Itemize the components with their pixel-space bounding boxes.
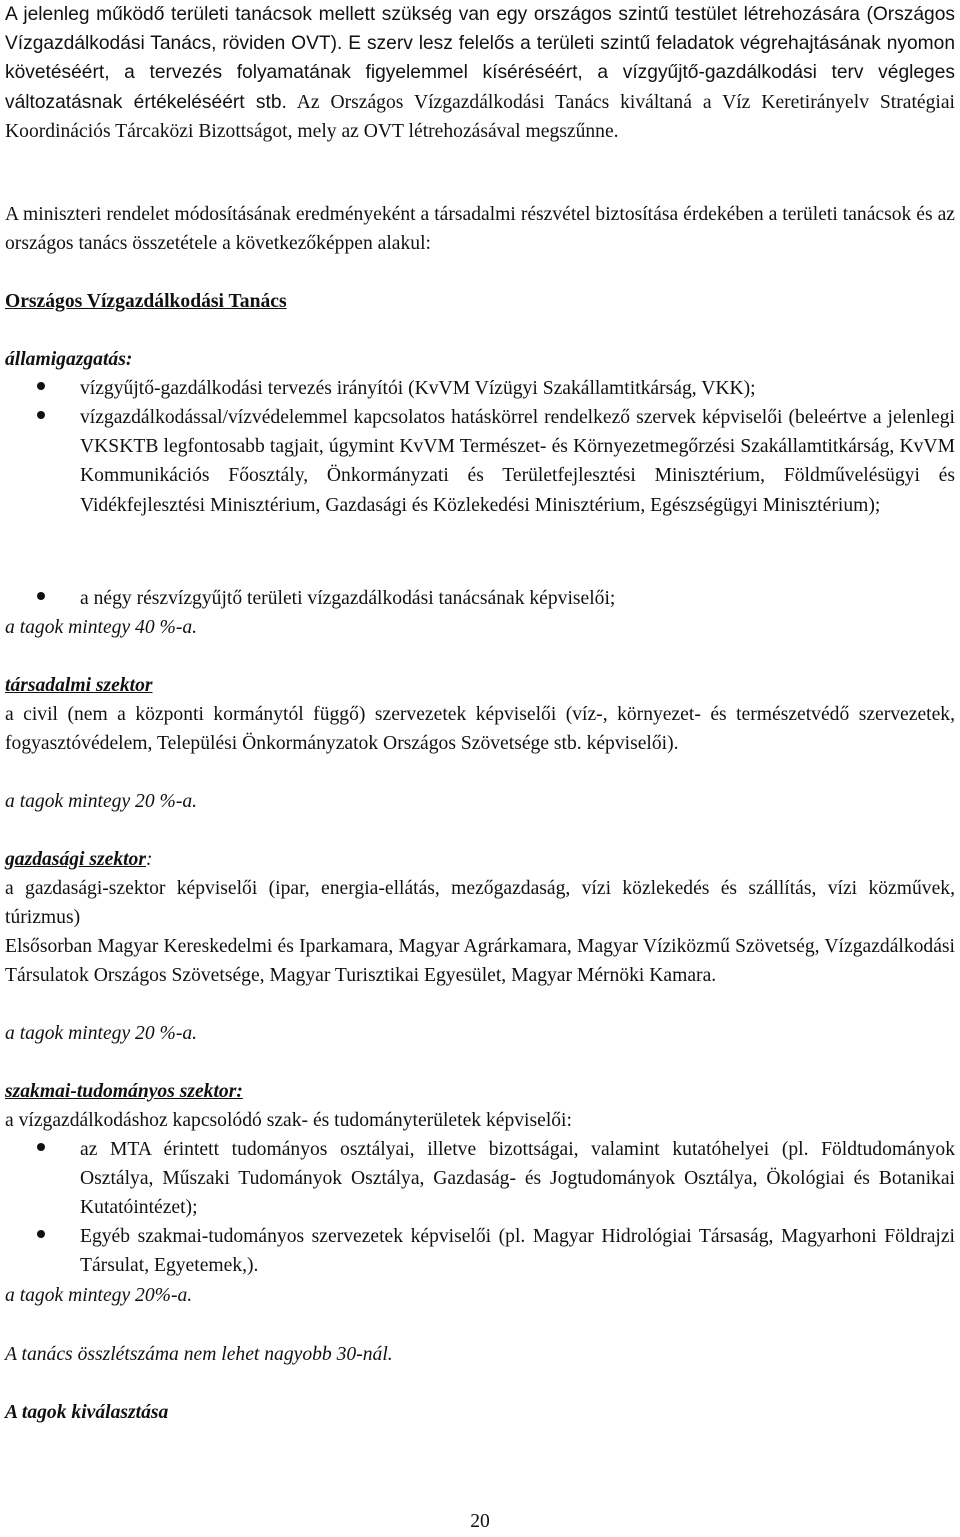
bullet-item: vízgyűjtő-gazdálkodási tervezés irányítói (KvVM Vízügyi Szakállamtitkárság, VKK); [80, 378, 756, 399]
tarsadalmi-text: a civil (nem a központi kormánytól függő) szervezetek képviselői (víz-, környezet- és természetvédő szervezetek, fogyasztóvédelem, Települési Önkormányzatok Országos Szövetsége stb. képviselői). [5, 704, 955, 755]
bullet-item: az MTA érintett tudományos osztályai, illetve bizottságai, valamint kutatóhelyei (pl. Földtudományok Osztálya, Műszaki Tudományok Osztálya, Gazdaság- és Jogtudományok Osztálya, Ökológiai és Botanikai Kutatóintézet); [80, 1139, 955, 1219]
gazdasagi-heading-colon: : [145, 849, 153, 870]
section-heading-tarsadalmi: társadalmi szektor [5, 675, 153, 696]
bullet-item: vízgazdálkodással/vízvédelemmel kapcsolatos hatáskörrel rendelkező szervek képviselői (beleértve a jelenlegi VKSKTB legfontosabb tagjait, úgymint KvVM Természet- és Környezetmegőrzési Szakállamtitkárság, KvVM Kommunikációs Főosztály, Önkormányzati és Területfejlesztési Minisztérium, Földművelésügyi és Vidékfejlesztési Minisztérium, Gazdasági és Közlekedési Minisztérium, Egészségügyi Minisztérium); [80, 407, 955, 516]
intro-paragraph [5, 0, 955, 146]
member-share: a tagok mintegy 20 %-a. [5, 1023, 198, 1044]
szakmai-intro: a vízgazdálkodáshoz kapcsolódó szak- és tudományterületek képviselői: [5, 1110, 572, 1131]
member-share: a tagok mintegy 40 %-a. [5, 617, 198, 638]
section-heading-gazdasagi [5, 845, 153, 874]
bullet-item: a négy részvízgyűjtő területi vízgazdálkodási tanácsának képviselői; [80, 588, 616, 609]
intro-sans-text: A jelenleg működő területi tanácsok mellett szükség van egy országos szintű testület létrehozására (Országos Vízgazdálkodási Tanács, röviden OVT). E szerv lesz felelős a területi szintű feladatok végrehajtásának nyomon követéséért, a tervezés folyamatának figyelemmel kíséréséért, a vízgyűjtő-gazdálkodási terv végleges változatásnak értékeléséért stb. [5, 4, 955, 113]
bullet-dot [37, 382, 45, 390]
bullet-item: Egyéb szakmai-tudományos szervezetek képviselői (pl. Magyar Hidrológiai Társaság, Magyarhoni Földrajzi Társulat, Egyetemek,). [80, 1226, 955, 1277]
selection-heading: A tagok kiválasztása [5, 1402, 169, 1423]
section-heading-allamigazgatas: államigazgatás: [5, 349, 133, 370]
rendelet-paragraph: A miniszteri rendelet módosításának eredményeként a társadalmi részvétel biztosítása érdekében a területi tanácsok és az országos tanács összetétele a következőképpen alakul: [5, 204, 955, 255]
council-title: Országos Vízgazdálkodási Tanács [5, 291, 287, 312]
total-note: A tanács összlétszáma nem lehet nagyobb 30-nál. [5, 1344, 393, 1365]
member-share: a tagok mintegy 20 %-a. [5, 791, 198, 812]
bullet-dot [37, 1143, 45, 1151]
gazdasagi-text-2: Elsősorban Magyar Kereskedelmi és Iparkamara, Magyar Agrárkamara, Magyar Víziközmű Szövetség, Vízgazdálkodási Társulatok Országos Szövetsége, Magyar Turisztikai Egyesület, Magyar Mérnöki Kamara. [5, 936, 955, 987]
member-share: a tagok mintegy 20%-a. [5, 1285, 193, 1306]
bullet-dot [37, 592, 45, 600]
gazdasagi-text-1: a gazdasági-szektor képviselői (ipar, energia-ellátás, mezőgazdaság, vízi közlekedés és szállítás, vízi közművek, túrizmus) [5, 878, 955, 929]
section-heading-szakmai: szakmai-tudományos szektor: [5, 1081, 243, 1102]
gazdasagi-heading-text: gazdasági szektor [5, 849, 146, 870]
bullet-dot [37, 411, 45, 419]
bullet-dot [37, 1230, 45, 1238]
page-number: 20 [470, 1511, 490, 1532]
intro-serif-text: Az Országos Vízgazdálkodási Tanács kiváltaná a Víz Keretirányelv Stratégiai Koordinációs Tárcaközi Bizottságot, mely az OVT létrehozásával megszűnne. [5, 91, 955, 142]
